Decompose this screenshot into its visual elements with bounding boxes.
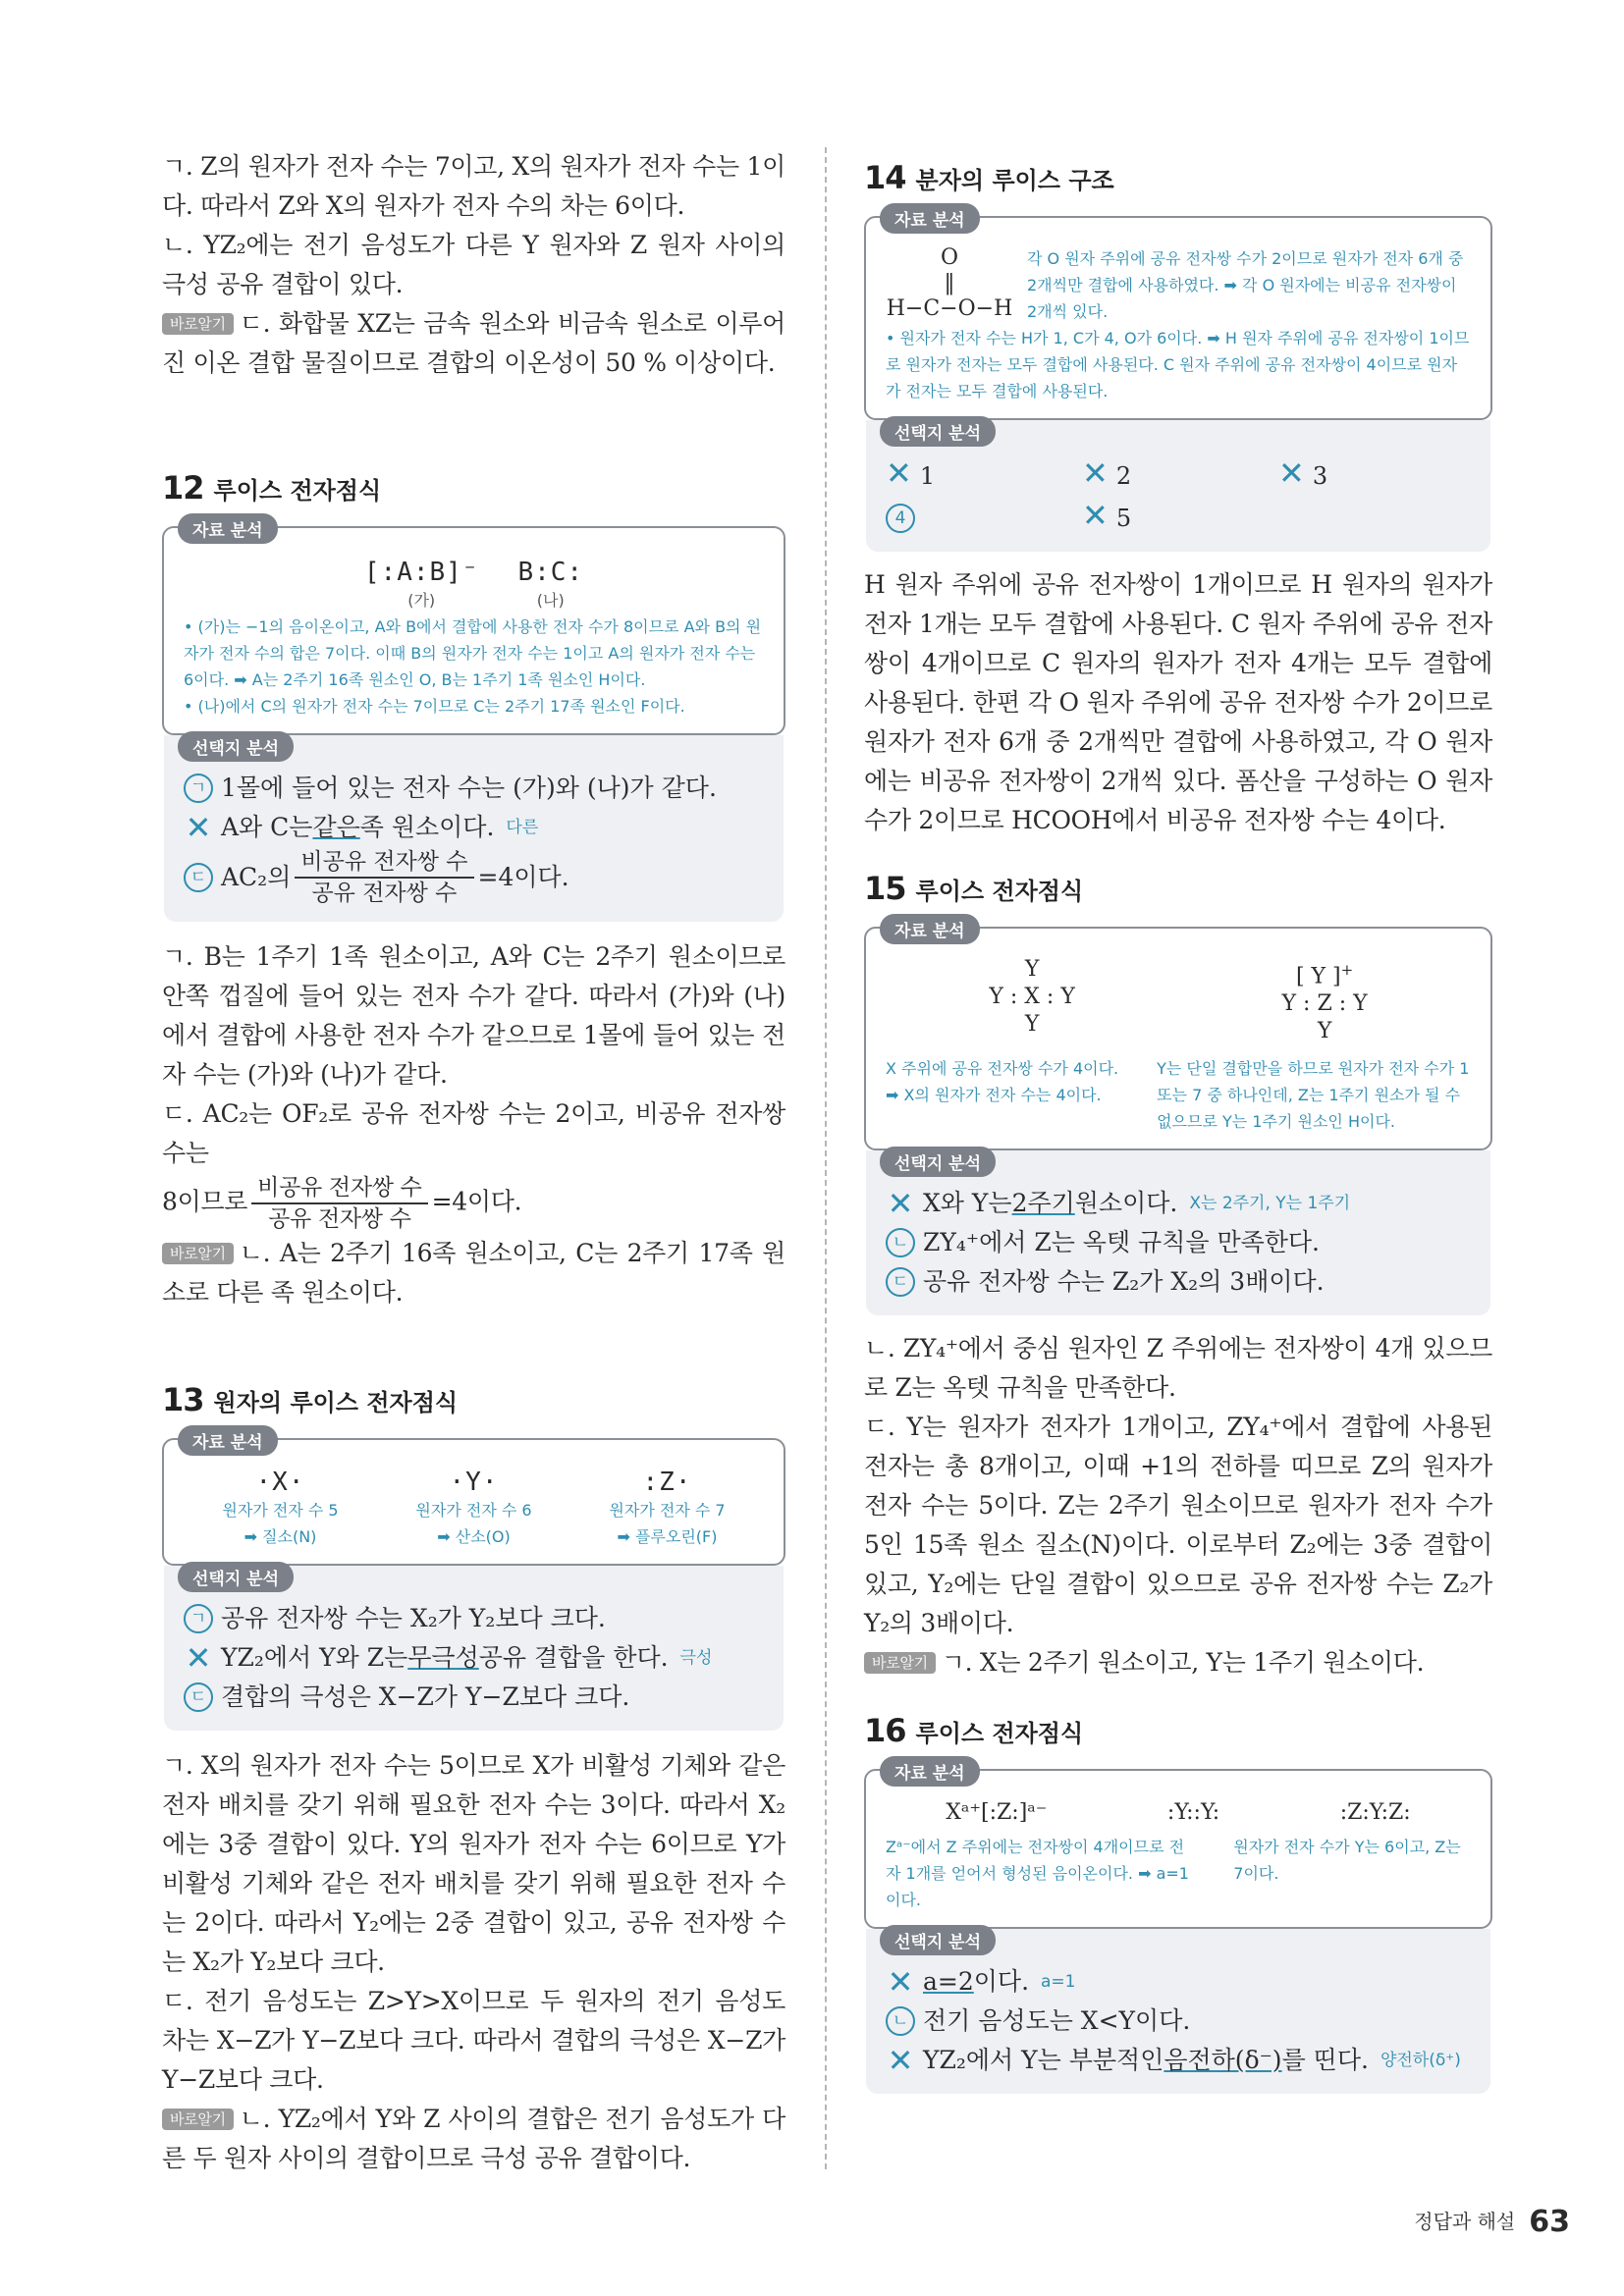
q15-struct-1: Y Y : X : Y Y xyxy=(989,957,1075,1037)
q14-data-panel: 자료 분석 O ‖ H−C−O−H 각 O 원자 주위에 공유 전자쌍 수가 2이므로 원자가 전자 6개 중 2개씩만 결합에 사용하였다. ➡ 각 O 원자에는 비공유 전자쌍이 2개씩 있다. • 원자가 전자 수는 H가 1, C가 4, O가 6이다. ➡ H 원자 주위에 공유 전자쌍이 1이므로 원자가 전자는 모두 결합에 사용된다. C 원자 주위에 공유 전자쌍이 4이므로 원자가 전자는 모두 결합에 사용된다. xyxy=(864,216,1492,420)
q16-option-1: ✕ a=2 이다. a=1 xyxy=(887,1963,1076,2002)
q13-options: 선택지 분석 ㄱ 공유 전자쌍 수는 X₂가 Y₂보다 크다. ✕ YZ₂에서 Y와 Z는 무극성 공유 결합을 한다. 극성 ㄷ 결합의 극성은 X−Z가 Y−Z보다 크다. xyxy=(164,1566,784,1731)
q15-note-right: Y는 단일 결합만을 하므로 원자가 전자 수가 1 또는 7 중 하나인데, Z는 1주기 원소가 될 수 없으므로 Y는 1주기 원소인 H이다. xyxy=(1157,1059,1470,1132)
q14-options: 선택지 분석 ✕ 1 ✕ 2 ✕ 3 4 ✕ 5 xyxy=(866,420,1490,552)
q14-choice-3: ✕ 3 xyxy=(1278,454,1328,492)
q15-expl-1: ㄴ. ZY₄⁺에서 중심 원자인 Z 주위에는 전자쌍이 4개 있으므로 Z는 옥텟 규칙을 만족한다. xyxy=(864,1334,1492,1403)
q15-fix: 바로알기 ㄱ. X는 2주기 원소이고, Y는 1주기 원소이다. xyxy=(864,1643,1492,1682)
q13-expl-2: ㄷ. 전기 음성도는 Z>Y>X이므로 두 원자의 전기 음성도 차는 X−Z가 Y−Z보다 크다. 따라서 결합의 극성은 X−Z가 Y−Z보다 크다. xyxy=(162,1987,785,2094)
wrong-x-icon: ✕ xyxy=(1278,454,1305,492)
q16-struct-1: Xᵃ⁺[:Z:]ᵃ⁻ xyxy=(946,1800,1048,1826)
intro-1: ㄱ. Z의 원자가 전자 수는 7이고, X의 원자가 전자 수는 1이다. 따라서 Z와 X의 원자가 전자 수의 차는 6이다. xyxy=(162,152,785,220)
q12-data-panel: 자료 분석 [:A:B]⁻ (가) B:C: (나) • (가)는 −1의 음이온이고, A와 B에서 결합에 사용한 전자 수가 8이므로 A와 B의 원자가 전자 수의 합은 7이다. 이때 B의 원자가 전자 수는 1이고 A의 원자가 전자 수는 6이다. ➡ A는 2주기 16족 원소인 O, B는 1주기 1족 원소인 H이다. • (나)에서 C의 원자가 전자 수는 7이므로 C는 2주기 17족 원소인 F이다. xyxy=(162,526,785,735)
q13-atom-x: ·X· 원자가 전자 수 5 ➡ 질소(N) xyxy=(222,1468,339,1546)
q13-data-panel: 자료 분석 ·X· 원자가 전자 수 5 ➡ 질소(N) ·Y· 원자가 전자 수 6 ➡ 산소(O) :Z· 원자가 전자 수 7 ➡ 플루오린(F) xyxy=(162,1438,785,1566)
q16-struct-3: :Z:Y:Z: xyxy=(1339,1800,1411,1826)
wrong-x-icon: ✕ xyxy=(886,454,912,492)
q15-struct-2: [ Y ]+ Y : Z : Y Y xyxy=(1281,961,1368,1044)
q12-expl-1: ㄱ. B는 1주기 1족 원소이고, A와 C는 2주기 원소이므로 안쪽 껍질에 들어 있는 전자 수가 같다. 따라서 (가)와 (나)에서 결합에 사용한 전자 수가 같으므로 1몰에 들어 있는 전자 수는 (가)와 (나)가 같다. xyxy=(162,942,785,1089)
column-divider xyxy=(825,147,827,2169)
footer-label: 정답과 해설 xyxy=(1414,2210,1516,2233)
correct-circle-icon: 4 xyxy=(886,504,915,533)
intro-fix: 바로알기 ㄷ. 화합물 XZ는 금속 원소와 비금속 원소로 이루어진 이온 결합 물질이므로 결합의 이온성이 50 % 이상이다. xyxy=(162,309,785,377)
q13-atom-y: ·Y· 원자가 전자 수 6 ➡ 산소(O) xyxy=(415,1468,532,1546)
q13-option-1: ㄱ 공유 전자쌍 수는 X₂가 Y₂보다 크다. xyxy=(184,1599,764,1638)
q15-option-1: ✕ X와 Y는 2주기 원소이다. X는 2주기, Y는 1주기 xyxy=(887,1185,1351,1223)
q16-option-2: ㄴ 전기 음성도는 X<Y이다. xyxy=(886,2002,1471,2041)
q16-struct-2: :Y::Y: xyxy=(1166,1800,1220,1826)
q12-note-1: • (가)는 −1의 음이온이고, A와 B에서 결합에 사용한 전자 수가 8이므로 A와 B의 원자가 전자 수의 합은 7이다. 이때 B의 원자가 전자 수는 1이고 A의 원자가 전자 수는 6이다. ➡ A는 2주기 16족 원소인 O, B는 1주기 1족 원소인 H이다. xyxy=(184,617,762,689)
q14-choice-5: ✕ 5 xyxy=(1082,497,1132,534)
q12-option-3: ㄷ AC₂의 $\frac{\text{비공유 전자쌍 수}}{\text{공유 전자쌍 수}}$ =4이다. xyxy=(184,847,764,908)
q14-note-1: 각 O 원자 주위에 공유 전자쌍 수가 2이므로 원자가 전자 6개 중 2개씩만 결합에 사용하였다. ➡ 각 O 원자에는 비공유 전자쌍이 2개씩 있다. xyxy=(1027,249,1464,321)
q12-expl-3: 8이므로 $\frac{\text{비공유 전자쌍 수}}{\text{공유 전자쌍 수}}$ =4이다. xyxy=(162,1175,522,1232)
q15-data-panel: 자료 분석 Y Y : X : Y Y [ Y ]+ Y : Z : Y Y X 주위에 공유 전자쌍 수가 4이다. ➡ X의 원자가 전자 수는 4이다. Y는 단일 결합만을 하므로 원자가 전자 수가 1 또는 7 중 하나인데, Z는 1주기 원소가 될 수 없으므로 Y는 1주기 원소인 H이다. xyxy=(864,927,1492,1150)
q15-options: 선택지 분석 ✕ X와 Y는 2주기 원소이다. X는 2주기, Y는 1주기 ㄴ ZY₄⁺에서 Z는 옥텟 규칙을 만족한다. ㄷ 공유 전자쌍 수는 Z₂가 X₂의 3배이다. xyxy=(866,1150,1490,1315)
q15-option-3: ㄷ 공유 전자쌍 수는 Z₂가 X₂의 3배이다. xyxy=(886,1262,1471,1302)
q14-formula: O ‖ H−C−O−H xyxy=(886,245,1013,321)
q12-option-2: ✕ A와 C는 같은 족 원소이다. 다른 xyxy=(185,809,539,846)
q16-options: 선택지 분석 ✕ a=2 이다. a=1 ㄴ 전기 음성도는 X<Y이다. ✕ YZ₂에서 Y는 부분적인 음전하(δ⁻) 를 띤다. 양전하(δ⁺) xyxy=(866,1929,1490,2094)
right-column xyxy=(864,147,1492,2094)
q12-struct-b: B:C: xyxy=(517,558,584,587)
q12-option-1: ㄱ 1몰에 들어 있는 전자 수는 (가)와 (나)가 같다. xyxy=(184,769,764,808)
page-footer xyxy=(1414,2205,1570,2239)
wrong-x-icon: ✕ xyxy=(887,2042,914,2080)
q15-expl-2: ㄷ. Y는 원자가 전자가 1개이고, ZY₄⁺에서 결합에 사용된 전자는 총 8개이고, 이때 +1의 전하를 띠므로 Z의 원자가 전자 수는 5이다. Z는 2주기 원소이므로 원자가 전자 수가 5인 15족 원소 질소(N)이다. 이로부터 Z₂에는 3중 결합이 있고, Y₂에는 단일 결합이 있으므로 공유 전자쌍 수는 Z₂가 Y₂의 3배이다. xyxy=(864,1413,1492,1638)
q15-title: 15 루이스 전자점식 xyxy=(864,870,1084,907)
page-number: 63 xyxy=(1529,2205,1570,2239)
wrong-x-icon: ✕ xyxy=(887,1963,914,2002)
q13-title: 13 원자의 루이스 전자점식 xyxy=(162,1381,459,1418)
q12-fix: 바로알기 ㄴ. A는 2주기 16족 원소이고, C는 2주기 17족 원소로 다른 족 원소이다. xyxy=(162,1239,785,1307)
wrong-x-icon: ✕ xyxy=(185,809,212,846)
wrong-x-icon: ✕ xyxy=(185,1639,212,1677)
q14-choice-2: ✕ 2 xyxy=(1082,454,1132,492)
q15-option-2: ㄴ ZY₄⁺에서 Z는 옥텟 규칙을 만족한다. xyxy=(886,1223,1471,1262)
q16-note-right: 원자가 전자 수가 Y는 6이고, Z는 7이다. xyxy=(1233,1838,1461,1884)
q12-struct-a: [:A:B]⁻ xyxy=(363,558,479,587)
q12-expl-2: ㄷ. AC₂는 OF₂로 공유 전자쌍 수는 2이고, 비공유 전자쌍 수는 xyxy=(162,1099,785,1167)
q14-title: 14 분자의 루이스 구조 xyxy=(864,159,1114,196)
wrong-x-icon: ✕ xyxy=(1082,454,1109,492)
q16-note-left: Zᵃ⁻에서 Z 주위에는 전자쌍이 4개이므로 전자 1개를 얻어서 형성된 음이온이다. ➡ a=1이다. xyxy=(886,1838,1189,1910)
left-column xyxy=(162,147,785,2178)
q14-choice-1: ✕ 1 xyxy=(886,454,936,492)
q14-note-2: • 원자가 전자 수는 H가 1, C가 4, O가 6이다. ➡ H 원자 주위에 공유 전자쌍이 1이므로 원자가 전자는 모두 결합에 사용된다. C 원자 주위에 공유 전자쌍이 4이므로 원자가 전자는 모두 결합에 사용된다. xyxy=(886,329,1470,400)
wrong-x-icon: ✕ xyxy=(1082,497,1109,534)
q12-title: 12 루이스 전자점식 xyxy=(162,469,382,507)
wrong-x-icon: ✕ xyxy=(887,1185,914,1223)
q12-panel-tag: 자료 분석 xyxy=(178,513,278,544)
q12-options: 선택지 분석 ㄱ 1몰에 들어 있는 전자 수는 (가)와 (나)가 같다. ✕ A와 C는 같은 족 원소이다. 다른 ㄷ AC₂의 $\frac{\text{비공유 전자쌍 수}}{\text{공유 전자쌍 수}}$ =4이다. xyxy=(164,735,784,922)
q16-data-panel: 자료 분석 Xᵃ⁺[:Z:]ᵃ⁻ :Y::Y: :Z:Y:Z: Zᵃ⁻에서 Z 주위에는 전자쌍이 4개이므로 전자 1개를 얻어서 형성된 음이온이다. ➡ a=1이다. 원자가 전자 수가 Y는 6이고, Z는 7이다. xyxy=(864,1769,1492,1929)
q13-option-2: ✕ YZ₂에서 Y와 Z는 무극성 공유 결합을 한다. 극성 xyxy=(185,1639,713,1677)
intro-2: ㄴ. YZ₂에는 전기 음성도가 다른 Y 원자와 Z 원자 사이의 극성 공유 결합이 있다. xyxy=(162,231,785,298)
q15-note-left: X 주위에 공유 전자쌍 수가 4이다. ➡ X의 원자가 전자 수는 4이다. xyxy=(886,1059,1119,1105)
q12-note-2: • (나)에서 C의 원자가 전자 수는 7이므로 C는 2주기 17족 원소인 F이다. xyxy=(184,697,685,716)
q14-expl: H 원자 주위에 공유 전자쌍이 1개이므로 H 원자의 원자가 전자 1개는 모두 결합에 사용된다. C 원자 주위에 공유 전자쌍이 4개이므로 C 원자의 원자가 전자 4개는 모두 결합에 사용된다. 한편 각 O 원자 주위에 공유 전자쌍 수가 2이므로 원자가 전자 6개 중 2개씩만 결합에 사용하였고, 각 O 원자에는 비공유 전자쌍이 2개씩 있다. 폼산을 구성하는 O 원자 수가 2이므로 HCOOH에서 비공유 전자쌍 수는 4이다. xyxy=(864,570,1492,834)
q13-atom-z: :Z· 원자가 전자 수 7 ➡ 플루오린(F) xyxy=(609,1468,726,1546)
q13-option-3: ㄷ 결합의 극성은 X−Z가 Y−Z보다 크다. xyxy=(184,1678,764,1717)
q16-title: 16 루이스 전자점식 xyxy=(864,1712,1084,1750)
q16-option-3: ✕ YZ₂에서 Y는 부분적인 음전하(δ⁻) 를 띤다. 양전하(δ⁺) xyxy=(887,2042,1461,2080)
q14-choice-4 xyxy=(886,496,1082,538)
q13-fix: 바로알기 ㄴ. YZ₂에서 Y와 Z 사이의 결합은 전기 음성도가 다른 두 원자 사이의 결합이므로 극성 공유 결합이다. xyxy=(162,2105,785,2172)
q13-expl-1: ㄱ. X의 원자가 전자 수는 5이므로 X가 비활성 기체와 같은 전자 배치를 갖기 위해 필요한 전자 수는 3이다. 따라서 X₂에는 3중 결합이 있다. Y의 원자가 전자 수는 6이므로 Y가 비활성 기체와 같은 전자 배치를 갖기 위해 필요한 전자 수는 2이다. 따라서 Y₂에는 2중 결합이 있고, 공유 전자쌍 수는 X₂가 Y₂보다 크다. xyxy=(162,1751,785,1976)
